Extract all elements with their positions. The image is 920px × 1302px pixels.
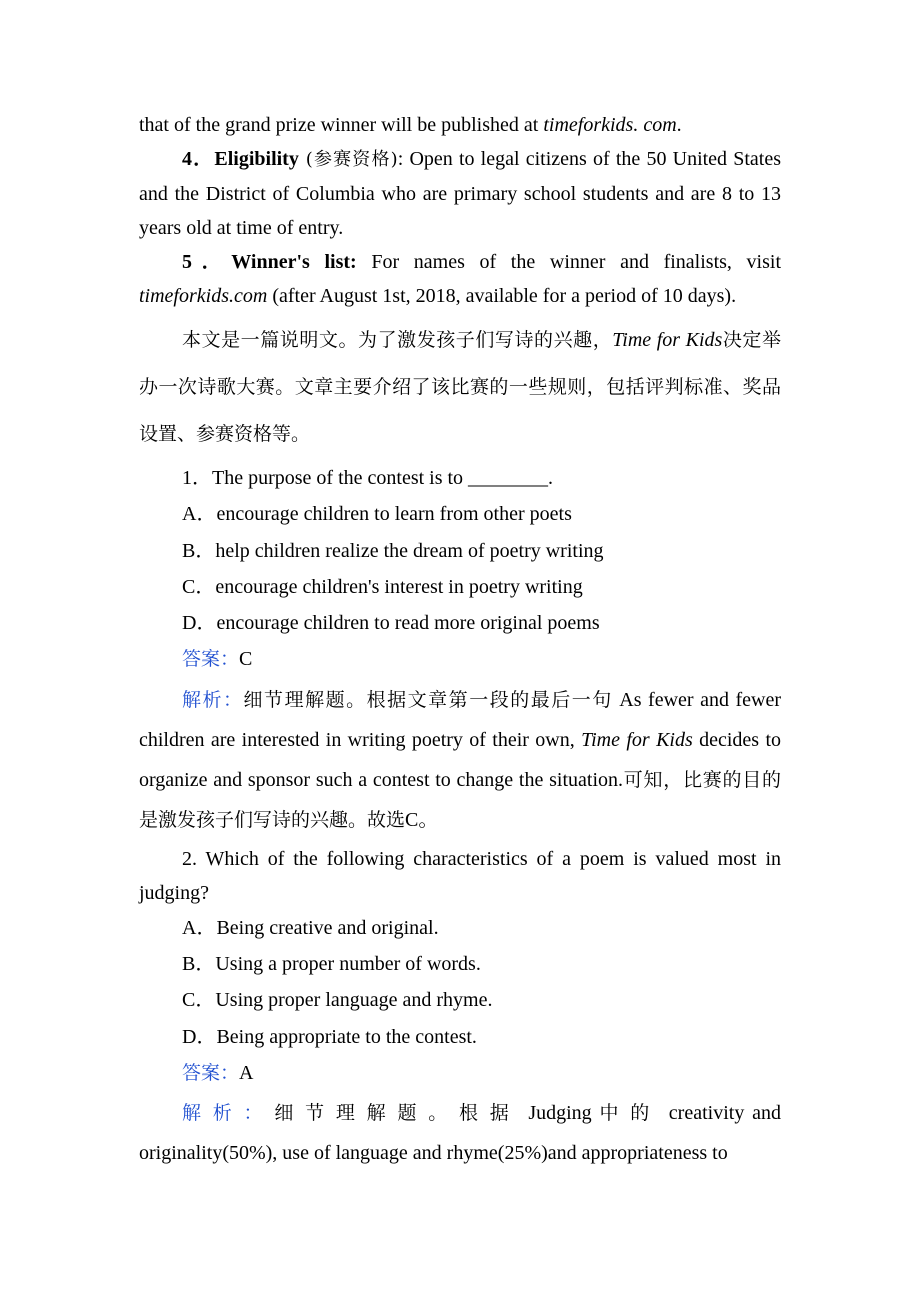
question-2 [139,842,781,1173]
analysis [139,1093,781,1173]
text: creativity and originality(50%), use of language and rhyme(25%)and appropriateness to [139,1102,781,1165]
item-title: Eligibility [214,148,299,170]
passage-item-4 [139,142,781,245]
option-d: D．Being appropriate to the contest. [182,1025,477,1048]
text: 本文是一篇说明文。为了激发孩子们写诗的兴趣， [182,329,613,351]
question-stem: 1．The purpose of the contest is to ________. [182,467,554,489]
passage-item-5 [139,245,781,313]
answer-label: 答案： [182,648,240,671]
text: (参赛资格) [298,149,398,170]
item-number: 5． [182,251,232,273]
item-number: 4． [182,148,215,170]
analysis-label: 解析： [182,688,244,711]
answer-line [139,1055,781,1091]
question-1 [139,460,781,840]
text: 中的 [599,1102,662,1125]
text: . [676,114,682,136]
option-a: A．Being creative and original. [182,916,439,939]
text: For names of the winner and finalists, visit [356,251,782,273]
text: As fewer and fewer children are interested in writing poetry of their own, [139,688,781,751]
option-d: D．encourage children to read more original poems [182,612,600,635]
text: 细节理解题。根据 [274,1102,521,1125]
text: decides to organize and sponsor such a contest to change the situation. [139,728,781,791]
text: Time for Kids [612,329,723,351]
question-stem: 2. Which of the following characteristics of a poem is valued most in judging? [139,847,781,904]
site-link-text: timeforkids.com [139,285,268,307]
answer-label: 答案： [182,1061,240,1084]
text: Time for Kids [581,728,693,751]
text: Judging [520,1102,600,1125]
text: (after August 1st, 2018, available for a period of 10 days). [267,285,737,307]
text: : Open to legal citizens of the 50 United States and the District of Columbia who are primary school students and are 8 to 13 years old at time of entry. [139,148,782,239]
option-c: C．Using proper language and rhyme. [182,989,493,1012]
site-link-text: timeforkids. com [543,114,677,136]
answer-value: A [239,1061,254,1084]
option-c: C．encourage children's interest in poetry writing [182,575,583,598]
option-b: B．Using a proper number of words. [182,953,481,976]
article-summary [139,317,781,458]
text: 决定举办一次诗歌大赛。文章主要介绍了该比赛的一些规则，包括评判标准、奖品设置、参赛资格等。 [139,329,781,445]
answer-line [139,641,781,677]
passage-line-top [139,108,781,142]
analysis-label: 解析： [182,1102,275,1125]
item-title: Winner's list: [231,251,357,273]
analysis [139,680,781,840]
text: C。 [405,808,439,831]
option-a: A．encourage children to learn from other poets [182,503,572,526]
answer-value: C [239,648,253,671]
text: that of the grand prize winner will be published at [139,114,544,136]
text: 细节理解题。根据文章第一段的最后一句 [243,688,613,711]
option-b: B．help children realize the dream of poetry writing [182,539,604,562]
document-page [139,108,781,1173]
text: 可知，比赛的目的是激发孩子们写诗的兴趣。故选 [139,768,781,831]
